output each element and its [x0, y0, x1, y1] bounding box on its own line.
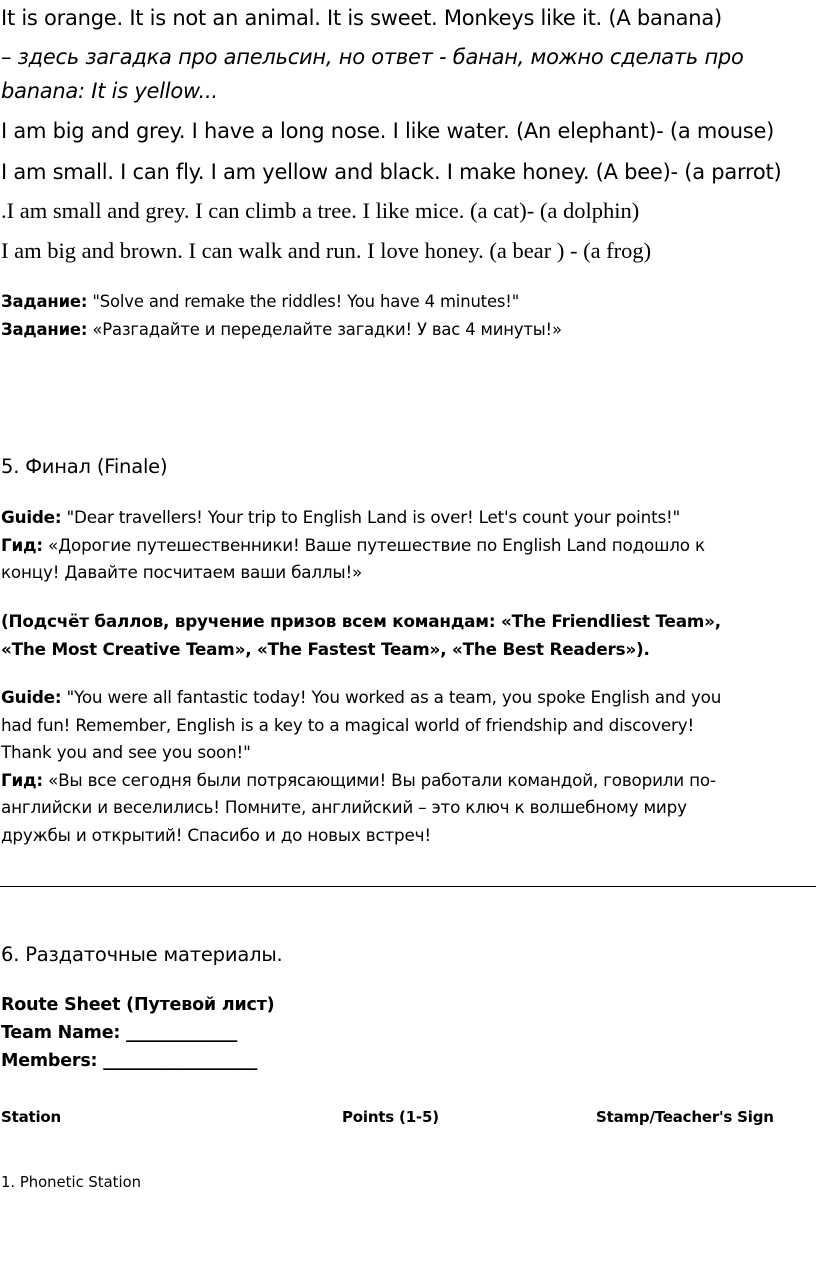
- gid-label: Гид:: [1, 534, 43, 555]
- guide-line: [1, 504, 705, 532]
- riddle-bee: I am small. I can fly. I am yellow and black. I make honey. (A bee)- (a parrot): [1, 160, 782, 184]
- riddle-note-line-1: – здесь загадка про апельсин, но ответ - банан, можно сделать про: [1, 45, 744, 69]
- task-en-line: [1, 288, 562, 316]
- gid-line-2: концу! Давайте посчитаем ваши баллы!»: [1, 562, 363, 582]
- riddle-cat: .I am small and grey. I can climb a tree. I like mice. (a cat)- (a dolphin): [1, 198, 640, 223]
- gid2-ru-text-1: «Вы все сегодня были потрясающими! Вы работали командой, говорили по-: [42, 769, 716, 790]
- awards-block: [1, 608, 721, 663]
- guide2-en-text-1: "You were all fantastic today! You worked as a team, you spoke English and you: [61, 687, 722, 707]
- horizontal-divider: [0, 886, 816, 887]
- guide2-line-3: Thank you and see you soon!": [1, 742, 251, 762]
- guide2-line-1: [1, 684, 721, 712]
- guide2-label: Guide:: [1, 687, 62, 707]
- task-en-text: "Solve and remake the riddles! You have 4 minutes!": [87, 292, 520, 311]
- riddle-banana: It is orange. It is not an animal. It is sweet. Monkeys like it. (A banana): [1, 6, 722, 30]
- finale-heading: 5. Финал (Finale): [1, 455, 168, 478]
- riddle-note-line-2: banana: It is yellow...: [1, 79, 218, 103]
- table-header-points: Points (1-5): [342, 1108, 439, 1126]
- handouts-heading: 6. Раздаточные материалы.: [1, 943, 283, 966]
- awards-line-1: (Подсчёт баллов, вручение призов всем командам: «The Friendliest Team»,: [1, 611, 721, 631]
- riddle-elephant: I am big and grey. I have a long nose. I like water. (An elephant)- (a mouse): [1, 119, 775, 143]
- task-ru-line: [1, 316, 562, 344]
- finale-closing-block: [1, 684, 721, 849]
- route-sheet-block: [1, 991, 274, 1075]
- guide-en-text: "Dear travellers! Your trip to English Land is over! Let's count your points!": [61, 507, 681, 527]
- guide-label: Guide:: [1, 507, 62, 527]
- gid2-line-2: английски и веселились! Помните, английский – это ключ к волшебному миру: [1, 797, 687, 817]
- gid-ru-text-1: «Дорогие путешественники! Ваше путешествие по English Land подошло к: [42, 534, 705, 555]
- riddle-bear: I am big and brown. I can walk and run. I love honey. (a bear ) - (a frog): [1, 238, 652, 263]
- table-header-stamp: Stamp/Teacher's Sign: [596, 1108, 774, 1126]
- gid2-line-3: дружбы и открытий! Спасибо и до новых встреч!: [1, 824, 431, 845]
- team-name-field: Team Name: _____________: [1, 1023, 238, 1043]
- members-field: Members: __________________: [1, 1051, 258, 1071]
- gid-line-1: [1, 532, 705, 560]
- task-block: [1, 288, 562, 344]
- gid2-line-1: [1, 767, 721, 795]
- route-sheet-title: Route Sheet (Путевой лист): [1, 995, 275, 1015]
- task-label-ru: Задание:: [1, 320, 88, 339]
- awards-line-2: «The Most Creative Team», «The Fastest Team», «The Best Readers»).: [1, 638, 650, 659]
- table-row: 1. Phonetic Station: [1, 1174, 142, 1191]
- guide2-line-2: had fun! Remember, English is a key to a magical world of friendship and discovery!: [1, 714, 695, 735]
- gid2-label: Гид:: [1, 769, 43, 790]
- task-label: Задание:: [1, 292, 88, 311]
- table-header-station: Station: [1, 1108, 61, 1126]
- finale-guide-block: [1, 504, 705, 587]
- task-ru-text: «Разгадайте и переделайте загадки! У вас 4 минуты!»: [87, 320, 562, 339]
